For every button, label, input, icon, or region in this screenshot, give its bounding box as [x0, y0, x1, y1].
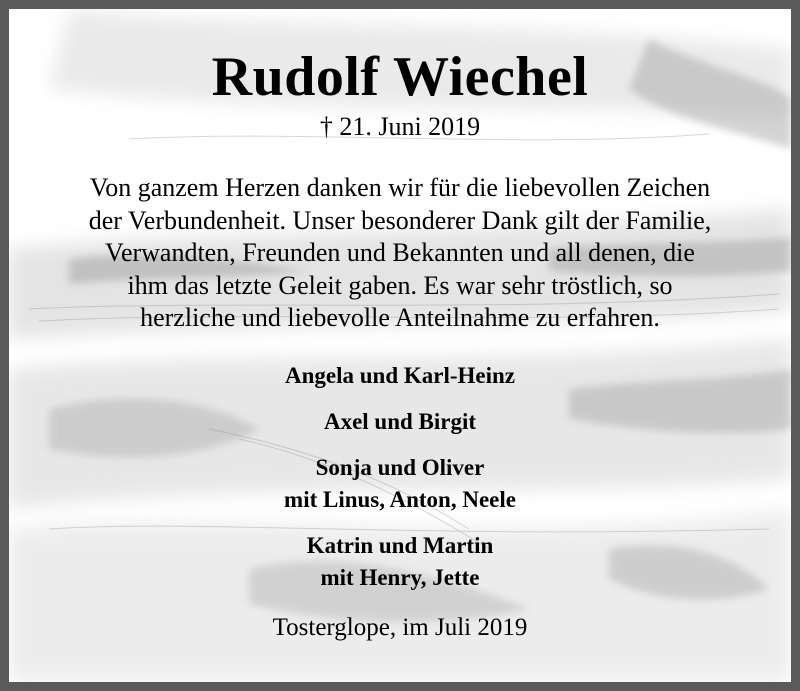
family-line: mit Linus, Anton, Neele	[284, 487, 516, 512]
family-group	[9, 452, 791, 516]
family-line: mit Henry, Jette	[320, 565, 480, 590]
family-line: Katrin und Martin	[306, 533, 494, 558]
message-line: Verwandten, Freunden und Bekannten und all denen, die	[105, 238, 695, 268]
place-and-date: Tosterglope, im Juli 2019	[272, 614, 528, 641]
thank-you-message	[9, 172, 791, 335]
family-group	[9, 530, 791, 594]
notice-content	[9, 9, 791, 682]
message-line: herzliche und liebevolle Anteilnahme zu erfahren.	[140, 303, 660, 333]
deceased-name: Rudolf Wiechel	[211, 46, 589, 108]
family-line: Axel und Birgit	[323, 409, 477, 434]
family-group	[9, 406, 791, 438]
message-line: der Verbundenheit. Unser besonderer Dank gilt der Familie,	[88, 205, 712, 235]
family-line: Sonja und Oliver	[315, 455, 485, 480]
family-group	[9, 360, 791, 392]
death-date: † 21. Juni 2019	[319, 112, 481, 141]
message-line: ihm das letzte Geleit gaben. Es war sehr tröstlich, so	[127, 270, 673, 300]
family-line: Angela und Karl-Heinz	[284, 363, 515, 388]
message-line: Von ganzem Herzen danken wir für die liebevollen Zeichen	[89, 173, 711, 202]
